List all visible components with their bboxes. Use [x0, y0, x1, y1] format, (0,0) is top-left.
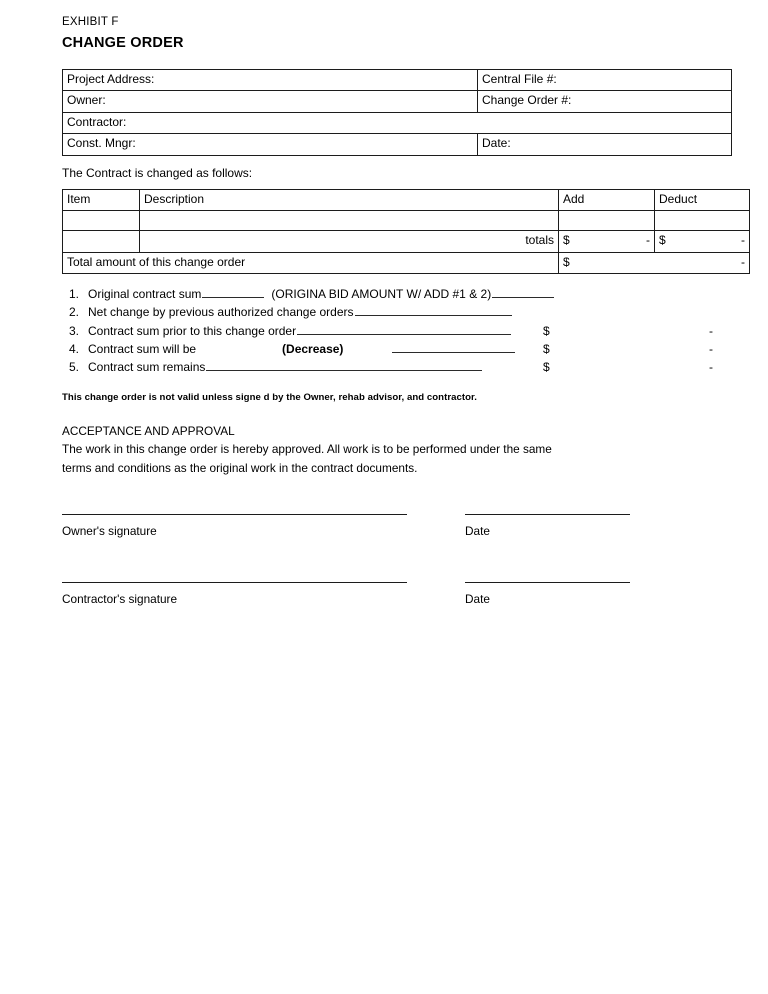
acceptance-text-line-2: terms and conditions as the original work in the contract documents.: [62, 461, 418, 475]
contract-sum-item: [62, 358, 713, 376]
contract-sum-item-label: Contract sum prior to this change order: [88, 323, 297, 338]
total-amount-row: [63, 252, 750, 273]
contract-sum-item-text: [88, 358, 543, 376]
contract-sum-blank-line[interactable]: [297, 323, 511, 335]
column-header-item: Item: [63, 189, 140, 210]
contract-sum-list: [62, 285, 713, 376]
date-label: Date: [465, 592, 490, 607]
info-label-left: Project Address:: [63, 70, 478, 91]
contract-sum-item-label: Contract sum remains: [88, 360, 206, 375]
contract-sum-blank-line[interactable]: [392, 341, 515, 353]
info-label-right: Date:: [478, 134, 732, 155]
signature-block: [62, 514, 713, 540]
totals-row: [63, 231, 750, 252]
signature-labels-row: [62, 583, 713, 608]
totals-deduct-value: -: [741, 233, 745, 248]
contract-sum-item-label: Net change by previous authorized change orders: [88, 305, 354, 320]
contract-sum-blank-line[interactable]: [206, 359, 482, 371]
signature-label: Contractor's signature: [62, 592, 178, 607]
contract-sum-item-label: Original contract sum: [88, 287, 202, 302]
column-header-description: Description: [140, 189, 559, 210]
contract-sum-item-number: 2.: [68, 305, 79, 320]
add-entry-cell[interactable]: [559, 211, 655, 231]
contract-sum-item-text: [88, 285, 555, 303]
contract-sum-item: [62, 340, 713, 358]
total-amount-value-cell: [559, 252, 750, 273]
signature-block: [62, 582, 713, 608]
contract-sum-item-text: [88, 322, 543, 340]
info-label-left: Contractor:: [63, 112, 732, 133]
signature-labels-row: [62, 515, 713, 540]
total-amount-label: Total amount of this change order: [63, 252, 559, 273]
project-info-table: [62, 69, 732, 156]
deduct-entry-cell[interactable]: [655, 211, 750, 231]
contract-sum-value: -: [709, 360, 713, 375]
column-header-add: Add: [559, 189, 655, 210]
project-info-section: [62, 69, 713, 156]
info-label-left: Const. Mngr:: [63, 134, 478, 155]
validity-notice: This change order is not valid unless signe d by the Owner, rehab advisor, and contractor.: [62, 392, 478, 404]
contract-sum-item-note: (ORIGINA BID AMOUNT W/ ADD #1 & 2): [271, 287, 492, 302]
contract-sum-item-label: Contract sum will be: [88, 341, 197, 356]
total-amount-currency: $: [563, 254, 570, 269]
totals-add-cell: [559, 231, 655, 252]
signature-label-gap: [407, 583, 465, 608]
contract-sum-item: [62, 303, 713, 321]
signature-label-gap: [407, 515, 465, 540]
page-title: CHANGE ORDER: [62, 35, 184, 52]
totals-add-currency: $: [563, 233, 570, 248]
info-row: [63, 70, 732, 91]
contract-sum-value: -: [709, 341, 713, 356]
project-info-rows: [63, 70, 732, 156]
acceptance-text: [62, 440, 582, 477]
acceptance-heading: ACCEPTANCE AND APPROVAL: [62, 423, 235, 438]
signature-label: Owner's signature: [62, 523, 157, 538]
description-entry-cell[interactable]: [140, 211, 559, 231]
contract-sum-blank-line[interactable]: [492, 286, 554, 298]
contract-sum-item: [62, 322, 713, 340]
date-label: Date: [465, 523, 490, 538]
contract-sum-blank-line[interactable]: [202, 286, 264, 298]
info-row: [63, 134, 732, 155]
contract-sum-item-number: 3.: [68, 323, 79, 338]
info-label-left: Owner:: [63, 91, 478, 112]
change-items-table: [62, 189, 750, 274]
total-amount-value: -: [741, 254, 745, 269]
acceptance-text-line-1: The work in this change order is hereby approved. All work is to be performed under the same: [62, 442, 552, 457]
contract-sum-currency: $: [543, 323, 550, 338]
exhibit-label: EXHIBIT F: [62, 16, 119, 28]
contract-sum-value: -: [709, 323, 713, 338]
contract-change-intro: The Contract is changed as follows:: [62, 165, 253, 180]
signature-section: [62, 514, 713, 608]
totals-add-value: -: [646, 233, 650, 248]
info-label-right: Central File #:: [478, 70, 732, 91]
contract-sum-blank-line[interactable]: [355, 304, 512, 316]
contract-sum-item-number: 1.: [68, 287, 79, 302]
contract-sum-item: [62, 285, 713, 303]
change-table-body-row: [63, 211, 750, 231]
totals-label: totals: [140, 231, 559, 252]
contract-sum-item-number: 4.: [68, 341, 79, 356]
totals-spacer-item: [63, 231, 140, 252]
contract-sum-item-text: [88, 303, 543, 321]
info-row: [63, 91, 732, 112]
contract-sum-currency: $: [543, 360, 550, 375]
item-entry-cell[interactable]: [63, 211, 140, 231]
totals-deduct-currency: $: [659, 233, 666, 248]
contract-sum-currency: $: [543, 341, 550, 356]
info-row: [63, 112, 732, 133]
column-header-deduct: Deduct: [655, 189, 750, 210]
info-label-right: Change Order #:: [478, 91, 732, 112]
contract-sum-item-note: (Decrease): [282, 341, 344, 356]
contract-sum-item-text: [88, 340, 543, 358]
totals-deduct-cell: [655, 231, 750, 252]
contract-sum-item-number: 5.: [68, 360, 79, 375]
change-table-header-row: [63, 189, 750, 210]
